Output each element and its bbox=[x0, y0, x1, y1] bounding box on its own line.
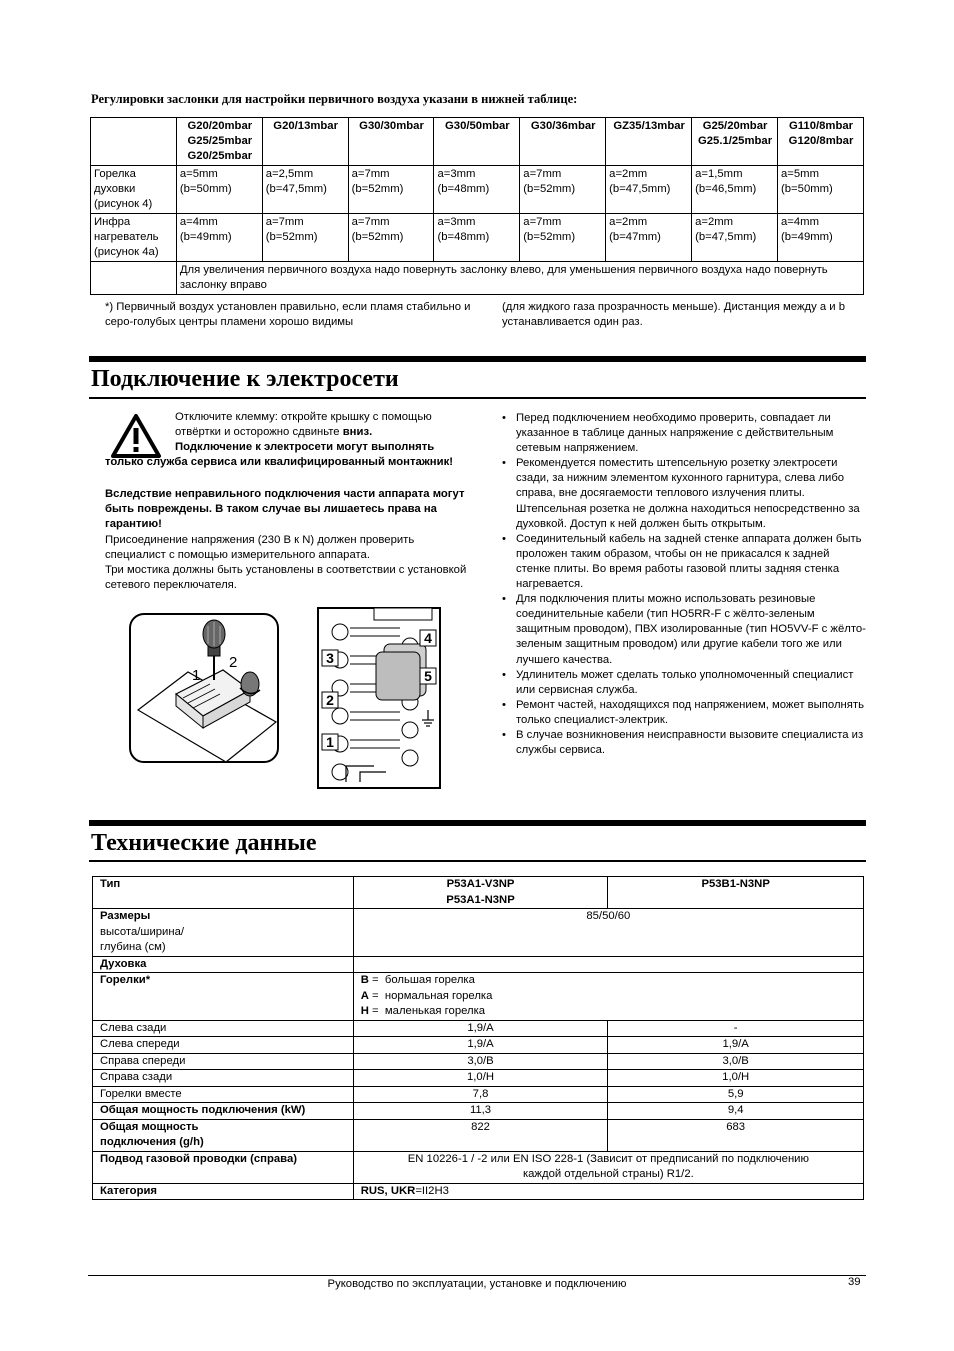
warning-voltage-check: Присоединение напряжения (230 В к N) должен проверить специалист с помощью измерительного аппарата. bbox=[105, 534, 415, 562]
terminal-label-1: 1 bbox=[326, 734, 334, 750]
air-table-header-cell: G30/30mbar bbox=[348, 118, 434, 166]
footer-text: Руководство по эксплуатации, установке и подключению bbox=[327, 1278, 627, 1290]
air-table-row-infrared bbox=[91, 214, 864, 262]
size-value: 85/50/60 bbox=[353, 909, 863, 957]
terminal-cover-figure bbox=[128, 612, 280, 764]
table-row bbox=[93, 877, 864, 909]
air-table-header-cell: G25/20mbar G25.1/25mbar bbox=[692, 118, 778, 166]
table-row: Общая мощность подключения (kW) 11,3 9,4 bbox=[93, 1103, 864, 1120]
air-table-cell: a=2mm (b=47,5mm) bbox=[692, 214, 778, 262]
section-rule-bottom bbox=[89, 860, 866, 862]
figure-label-2: 2 bbox=[229, 654, 238, 671]
air-table-header-cell: G30/36mbar bbox=[520, 118, 606, 166]
footer-rule bbox=[88, 1275, 866, 1276]
page-number: 39 bbox=[848, 1276, 861, 1288]
table-row: Слева сзади 1,9/A - bbox=[93, 1020, 864, 1037]
table-row bbox=[93, 956, 864, 973]
air-table-header-cell: G30/50mbar bbox=[434, 118, 520, 166]
table-row bbox=[93, 909, 864, 957]
air-table-row-label: Горелка духовки (рисунок 4) bbox=[91, 166, 177, 214]
air-table-cell: a=7mm (b=52mm) bbox=[348, 214, 434, 262]
air-table-header-cell: G110/8mbar G120/8mbar bbox=[778, 118, 864, 166]
primary-air-note-left: *) Первичный воздух установлен правильно, если пламя стабильно и серо-голубых центры пламени хорошо видимы bbox=[105, 301, 471, 328]
figure-label-1: 1 bbox=[192, 667, 201, 684]
air-table-header-cell: G20/13mbar bbox=[262, 118, 348, 166]
warning-bridges: Три мостика должны быть установлены в соответствии с установкой сетевого переключателя. bbox=[105, 564, 467, 592]
terminal-block-figure bbox=[316, 606, 442, 790]
air-table-cell: a=2mm (b=47mm) bbox=[606, 214, 692, 262]
warning-bold-1: Подключение к электросети могут выполнять только служба сервиса или квалифицированный монтажник! bbox=[105, 441, 453, 469]
air-table-footer-empty bbox=[91, 262, 177, 295]
model-b: P53B1-N3NP bbox=[608, 877, 864, 909]
gas-connection-label: Подвод газовой проводки (справа) bbox=[93, 1151, 354, 1183]
section-rule-bottom bbox=[89, 397, 866, 399]
tech-data-table bbox=[92, 876, 864, 1200]
air-table-corner bbox=[91, 118, 177, 166]
terminal-label-5: 5 bbox=[424, 668, 432, 684]
air-table-header-cell: GZ35/13mbar bbox=[606, 118, 692, 166]
air-table-cell: a=7mm (b=52mm) bbox=[520, 214, 606, 262]
burners-label: Горелки* bbox=[93, 973, 354, 1021]
air-table-footer-row bbox=[91, 262, 864, 295]
air-table-cell: a=3mm (b=48mm) bbox=[434, 214, 520, 262]
air-table-cell: a=4mm (b=49mm) bbox=[778, 214, 864, 262]
air-table-cell: a=7mm (b=52mm) bbox=[520, 166, 606, 214]
list-item: • Ремонт частей, находящихся под напряжением, может выполнять только специалист-электрик. bbox=[501, 698, 866, 728]
power-gh-label: Общая мощность подключения (g/h) bbox=[93, 1119, 354, 1151]
section-rule-top bbox=[89, 820, 866, 826]
terminal-label-4: 4 bbox=[424, 630, 432, 646]
table-row: Горелки вместе 7,8 5,9 bbox=[93, 1086, 864, 1103]
table-row: Справа сзади 1,0/H 1,0/H bbox=[93, 1070, 864, 1087]
air-table-cell: a=2mm (b=47,5mm) bbox=[606, 166, 692, 214]
air-table-cell: a=5mm (b=50mm) bbox=[778, 166, 864, 214]
model-a: P53A1-V3NP P53A1-N3NP bbox=[353, 877, 608, 909]
primary-air-note-right: (для жидкого газа прозрачность меньше). Дистанция между a и b устанавливается один раз. bbox=[502, 301, 846, 328]
warning-intro: Отключите клемму: откройте крышку с помощью отвёртки и осторожно сдвиньте вниз. bbox=[175, 411, 432, 439]
oven-value bbox=[353, 956, 863, 973]
air-table-cell: a=2,5mm (b=47,5mm) bbox=[262, 166, 348, 214]
air-table-caption: Регулировки заслонки для настройки первичного воздуха указани в нижней таблице: bbox=[91, 92, 578, 106]
table-row bbox=[93, 1151, 864, 1183]
air-adjustment-table bbox=[90, 117, 864, 295]
air-table-header-row bbox=[91, 118, 864, 166]
air-table-row-oven bbox=[91, 166, 864, 214]
gas-connection-value: EN 10226-1 / -2 или EN ISO 228-1 (Зависит от предписаний по подключению каждой отдельной страны) R1/2. bbox=[353, 1151, 863, 1183]
list-item: • Для подключения плиты можно использовать резиновые соединительные кабели (тип HO5RR-F с жёлто-зеленым защитным проводом), ПВХ изолированные (тип HO5VV-F с жёлто-зеленым защитным проводом) или другие кабели того же или лучшего качества. bbox=[501, 592, 866, 667]
section-title-tech: Технические данные bbox=[91, 830, 317, 856]
table-row: Справа спереди 3,0/B 3,0/B bbox=[93, 1053, 864, 1070]
category-value: RUS, UKR=II2H3 bbox=[353, 1183, 863, 1200]
power-kw-label: Общая мощность подключения (kW) bbox=[93, 1103, 354, 1120]
size-label: Размеры высота/ширина/ глубина (см) bbox=[93, 909, 354, 957]
list-item: • Перед подключением необходимо проверить, совпадает ли указанное в таблице данных напряжение с действительным сетевым напряжением. bbox=[501, 411, 866, 456]
list-item: • Рекомендуется поместить штепсельную розетку электросети сзади, за нижним элементом кухонного гарнитура, слева либо справа, вне досягаемости теплового излучения плиты. Штепсельная розетка не должна находиться непосредственно за духовкой. Доступ к ней должен быть открытым. bbox=[501, 456, 866, 531]
air-table-cell: a=5mm (b=50mm) bbox=[176, 166, 262, 214]
section-rule-top bbox=[89, 356, 866, 362]
section-title-electric: Подключение к электросети bbox=[91, 366, 399, 392]
air-table-header-cell: G20/20mbar G25/25mbar G20/25mbar bbox=[176, 118, 262, 166]
terminal-label-2: 2 bbox=[326, 692, 334, 708]
table-row bbox=[93, 1183, 864, 1200]
air-table-cell: a=4mm (b=49mm) bbox=[176, 214, 262, 262]
warning-bold-2: Вследствие неправильного подключения части аппарата могут быть повреждены. В таком случае вы лишаетесь права на гарантию! bbox=[105, 488, 465, 531]
table-row bbox=[93, 973, 864, 1021]
table-row: Общая мощность подключения (g/h) 822 683 bbox=[93, 1119, 864, 1151]
category-label: Категория bbox=[93, 1183, 354, 1200]
air-table-cell: a=7mm (b=52mm) bbox=[348, 166, 434, 214]
list-item: • Соединительный кабель на задней стенке аппарата должен быть проложен таким образом, чтобы он не прикасался к задней стенке плиты. Во время работы газовой плиты задняя стенка нагревается. bbox=[501, 532, 866, 592]
electric-requirements-list bbox=[501, 411, 866, 758]
oven-label: Духовка bbox=[93, 956, 354, 973]
terminal-label-3: 3 bbox=[326, 650, 334, 666]
list-item: • Удлинитель может сделать только уполномоченный специалист или сервисная служба. bbox=[501, 668, 866, 698]
air-table-footer-note: Для увеличения первичного воздуха надо повернуть заслонку влево, для уменьшения первичного воздуха надо повернуть заслонку вправо bbox=[176, 262, 863, 295]
type-label: Тип bbox=[93, 877, 354, 909]
list-item: • В случае возникновения неисправности вызовите специалиста из службы сервиса. bbox=[501, 728, 866, 758]
air-table-cell: a=1,5mm (b=46,5mm) bbox=[692, 166, 778, 214]
air-table-row-label: Инфра нагреватель (рисунок 4а) bbox=[91, 214, 177, 262]
burner-legend: B = большая горелка A = нормальная горелка H = маленькая горелка bbox=[353, 973, 863, 1021]
air-table-cell: a=7mm (b=52mm) bbox=[262, 214, 348, 262]
table-row: Слева спереди 1,9/A 1,9/A bbox=[93, 1037, 864, 1054]
air-table-cell: a=3mm (b=48mm) bbox=[434, 166, 520, 214]
